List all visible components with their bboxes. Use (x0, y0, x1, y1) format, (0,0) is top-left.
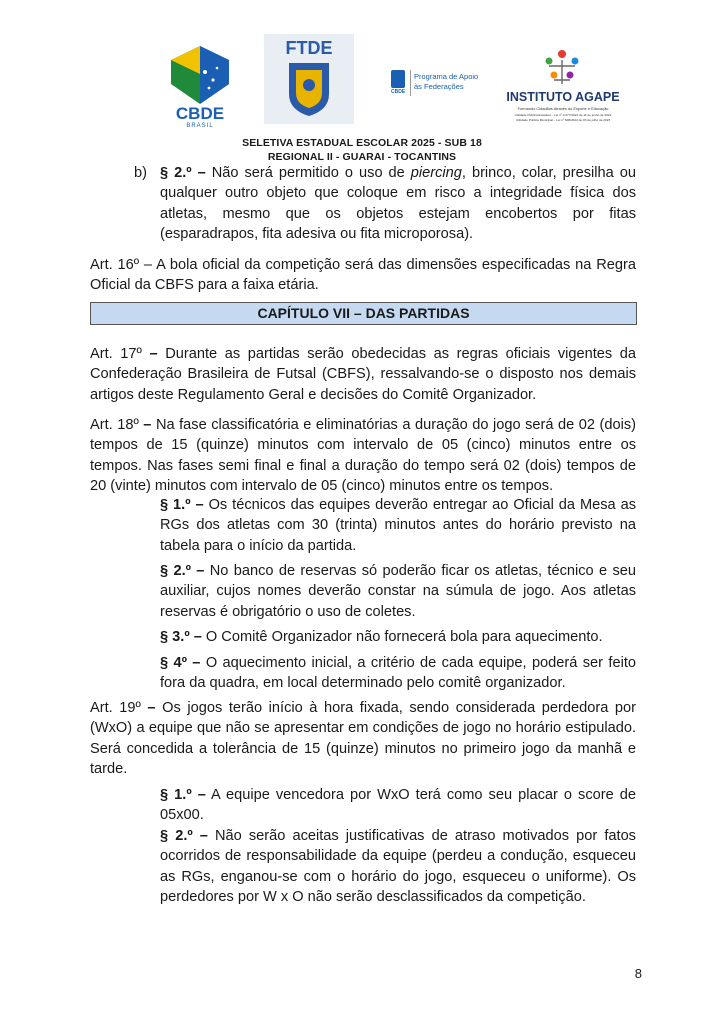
agape-name: INSTITUTO AGAPE (506, 90, 620, 104)
art18-p4-label: § 4º – (160, 655, 201, 671)
art17-dash: – (149, 346, 158, 362)
instituto-agape-logo (503, 48, 623, 134)
art18-p2-label: § 2.º – (160, 563, 205, 579)
item-b-text-1: Não será permitido o uso de (211, 165, 405, 181)
art19-p2-text: Não serão aceitas justificativas de atraso motivados por fatos ocorridos de responsabilidade da equipe (perdeu a condução, esqueceu as RGs, enganou-se com o horário do jogo, esqueceu o uniforme). Os perdedores por W x O não serão desclassificados da competição. (160, 828, 636, 906)
art18-p3-text: O Comitê Organizador não fornecerá bola para aquecimento. (205, 629, 603, 645)
cbde-logo-sub: BRASIL (186, 123, 214, 129)
art18-paragraph-4 (160, 653, 636, 694)
art18-p3-label: § 3.º – (160, 629, 202, 645)
art19-text: Os jogos terão início à hora fixada, sendo considerada perdedora por (WxO) a equipe que não se apresentar em condições de jogo no horário estipulado. Será concedida a tolerância de 15 (quinze) minutos no primeiro jogo da manhã e tarde. (90, 700, 636, 778)
art16-paragraph (90, 255, 636, 296)
header-line-2: REGIONAL II - GUARAI - TOCANTINS (267, 151, 457, 163)
logo-bar (0, 34, 724, 134)
cbde-emblem-icon (165, 44, 235, 106)
ftde-logo (264, 34, 354, 124)
agape-note-1: Utilidade Pública Estadual – Lei nº 4.077/2024 de 11 de junho de 2024 (514, 113, 612, 117)
art19-p1-text: A equipe vencedora por WxO terá como seu placar o score de 05x00. (160, 787, 637, 824)
art19-paragraph-1 (160, 785, 636, 826)
ftde-logo-text: FTDE (285, 38, 333, 58)
programa-line1: Programa de Apoio (414, 72, 479, 81)
programa-abbr: CBDE (391, 89, 406, 95)
art18-prefix: Art. 18º (90, 417, 139, 433)
programa-emblem-icon (391, 70, 405, 88)
art18-paragraph-1 (160, 495, 636, 556)
agape-people-icon (539, 48, 585, 88)
item-b-text-2: , brinco, colar, presilha ou qualquer outro objeto que coloque em risco a integridade física dos atletas, mesmo que os objetos estejam encobertos por fitas (esparadrapos, fita adesiva ou fita microporosa). (160, 165, 636, 243)
art17-paragraph (90, 344, 636, 405)
programa-apoio-logo (391, 70, 481, 106)
art18-p4-text: O aquecimento inicial, a critério de cada equipe, poderá ser feito fora da quadra, em local determinado pelo comitê organizador. (160, 655, 636, 692)
art17-prefix: Art. 17º (90, 346, 142, 362)
art18-text: Na fase classificatória e eliminatórias a duração do jogo será de 02 (dois) tempos de 15 (quinze) minutos com intervalo de 05 (cinco) minutos entre os tempos. Nas fases semi final e final a duração do tempo será 02 (dois) tempos de 20 (vinte) minutos com intervalo de 05 (cinco) minutos entre os tempos. (90, 417, 636, 495)
art16-text: A bola oficial da competição será das dimensões especificadas na Regra Oficial da CBFS para a faixa etária. (90, 257, 636, 294)
art18-paragraph (90, 415, 636, 497)
cbde-logo-text: CBDE (175, 104, 225, 123)
art19-paragraph-2 (160, 826, 636, 908)
art18-p1-text: Os técnicos das equipes deverão entregar ao Oficial da Mesa as RGs dos atletas com 30 (trinta) minutos antes do horário previsto na tabela para o início da partida. (160, 497, 637, 554)
art17-text: Durante as partidas serão obedecidas as regras oficiais vigentes da Confederação Brasileira de Futsal (CBFS), ressalvando-se o disposto nos demais artigos deste Regulamento Geral e decisões do Comitê Organizador. (90, 346, 637, 403)
page-number: 8 (634, 966, 642, 981)
ftde-shield-icon (286, 60, 332, 118)
art16-label: Art. 16º – (90, 257, 153, 273)
item-b-paragraph (160, 163, 636, 245)
item-b-emphasis: piercing (410, 165, 462, 181)
art18-dash: – (143, 417, 152, 433)
art19-paragraph (90, 698, 636, 780)
item-b-marker: b) (134, 165, 147, 181)
art19-prefix: Art. 19º (90, 700, 141, 716)
art18-paragraph-3 (160, 627, 636, 647)
header-line-1: SELETIVA ESTADUAL ESCOLAR 2025 - SUB 18 (242, 137, 482, 149)
cbde-logo (165, 44, 235, 134)
item-b-label: § 2.º – (160, 165, 206, 181)
art18-p1-label: § 1.º – (160, 497, 204, 513)
art18-p2-text: No banco de reservas só poderão ficar os atletas, técnico e seu auxiliar, cujos nomes deverão constar na súmula de jogo. Aos atletas reservas é obrigatório o uso de coletes. (160, 563, 636, 620)
art19-dash: – (147, 700, 156, 716)
art18-paragraph-2 (160, 561, 636, 622)
programa-line2: às Federações (414, 82, 464, 91)
agape-note-2: Utilidade Pública Municipal – Lei nº 608/2022 de 03 de julho de 2023 (515, 118, 611, 122)
art19-p2-label: § 2.º – (160, 828, 208, 844)
agape-tagline: Formando Cidadãos Através do Esporte e Educação (517, 106, 609, 111)
art19-p1-label: § 1.º – (160, 787, 206, 803)
chapter-heading: CAPÍTULO VII – DAS PARTIDAS (90, 302, 637, 325)
